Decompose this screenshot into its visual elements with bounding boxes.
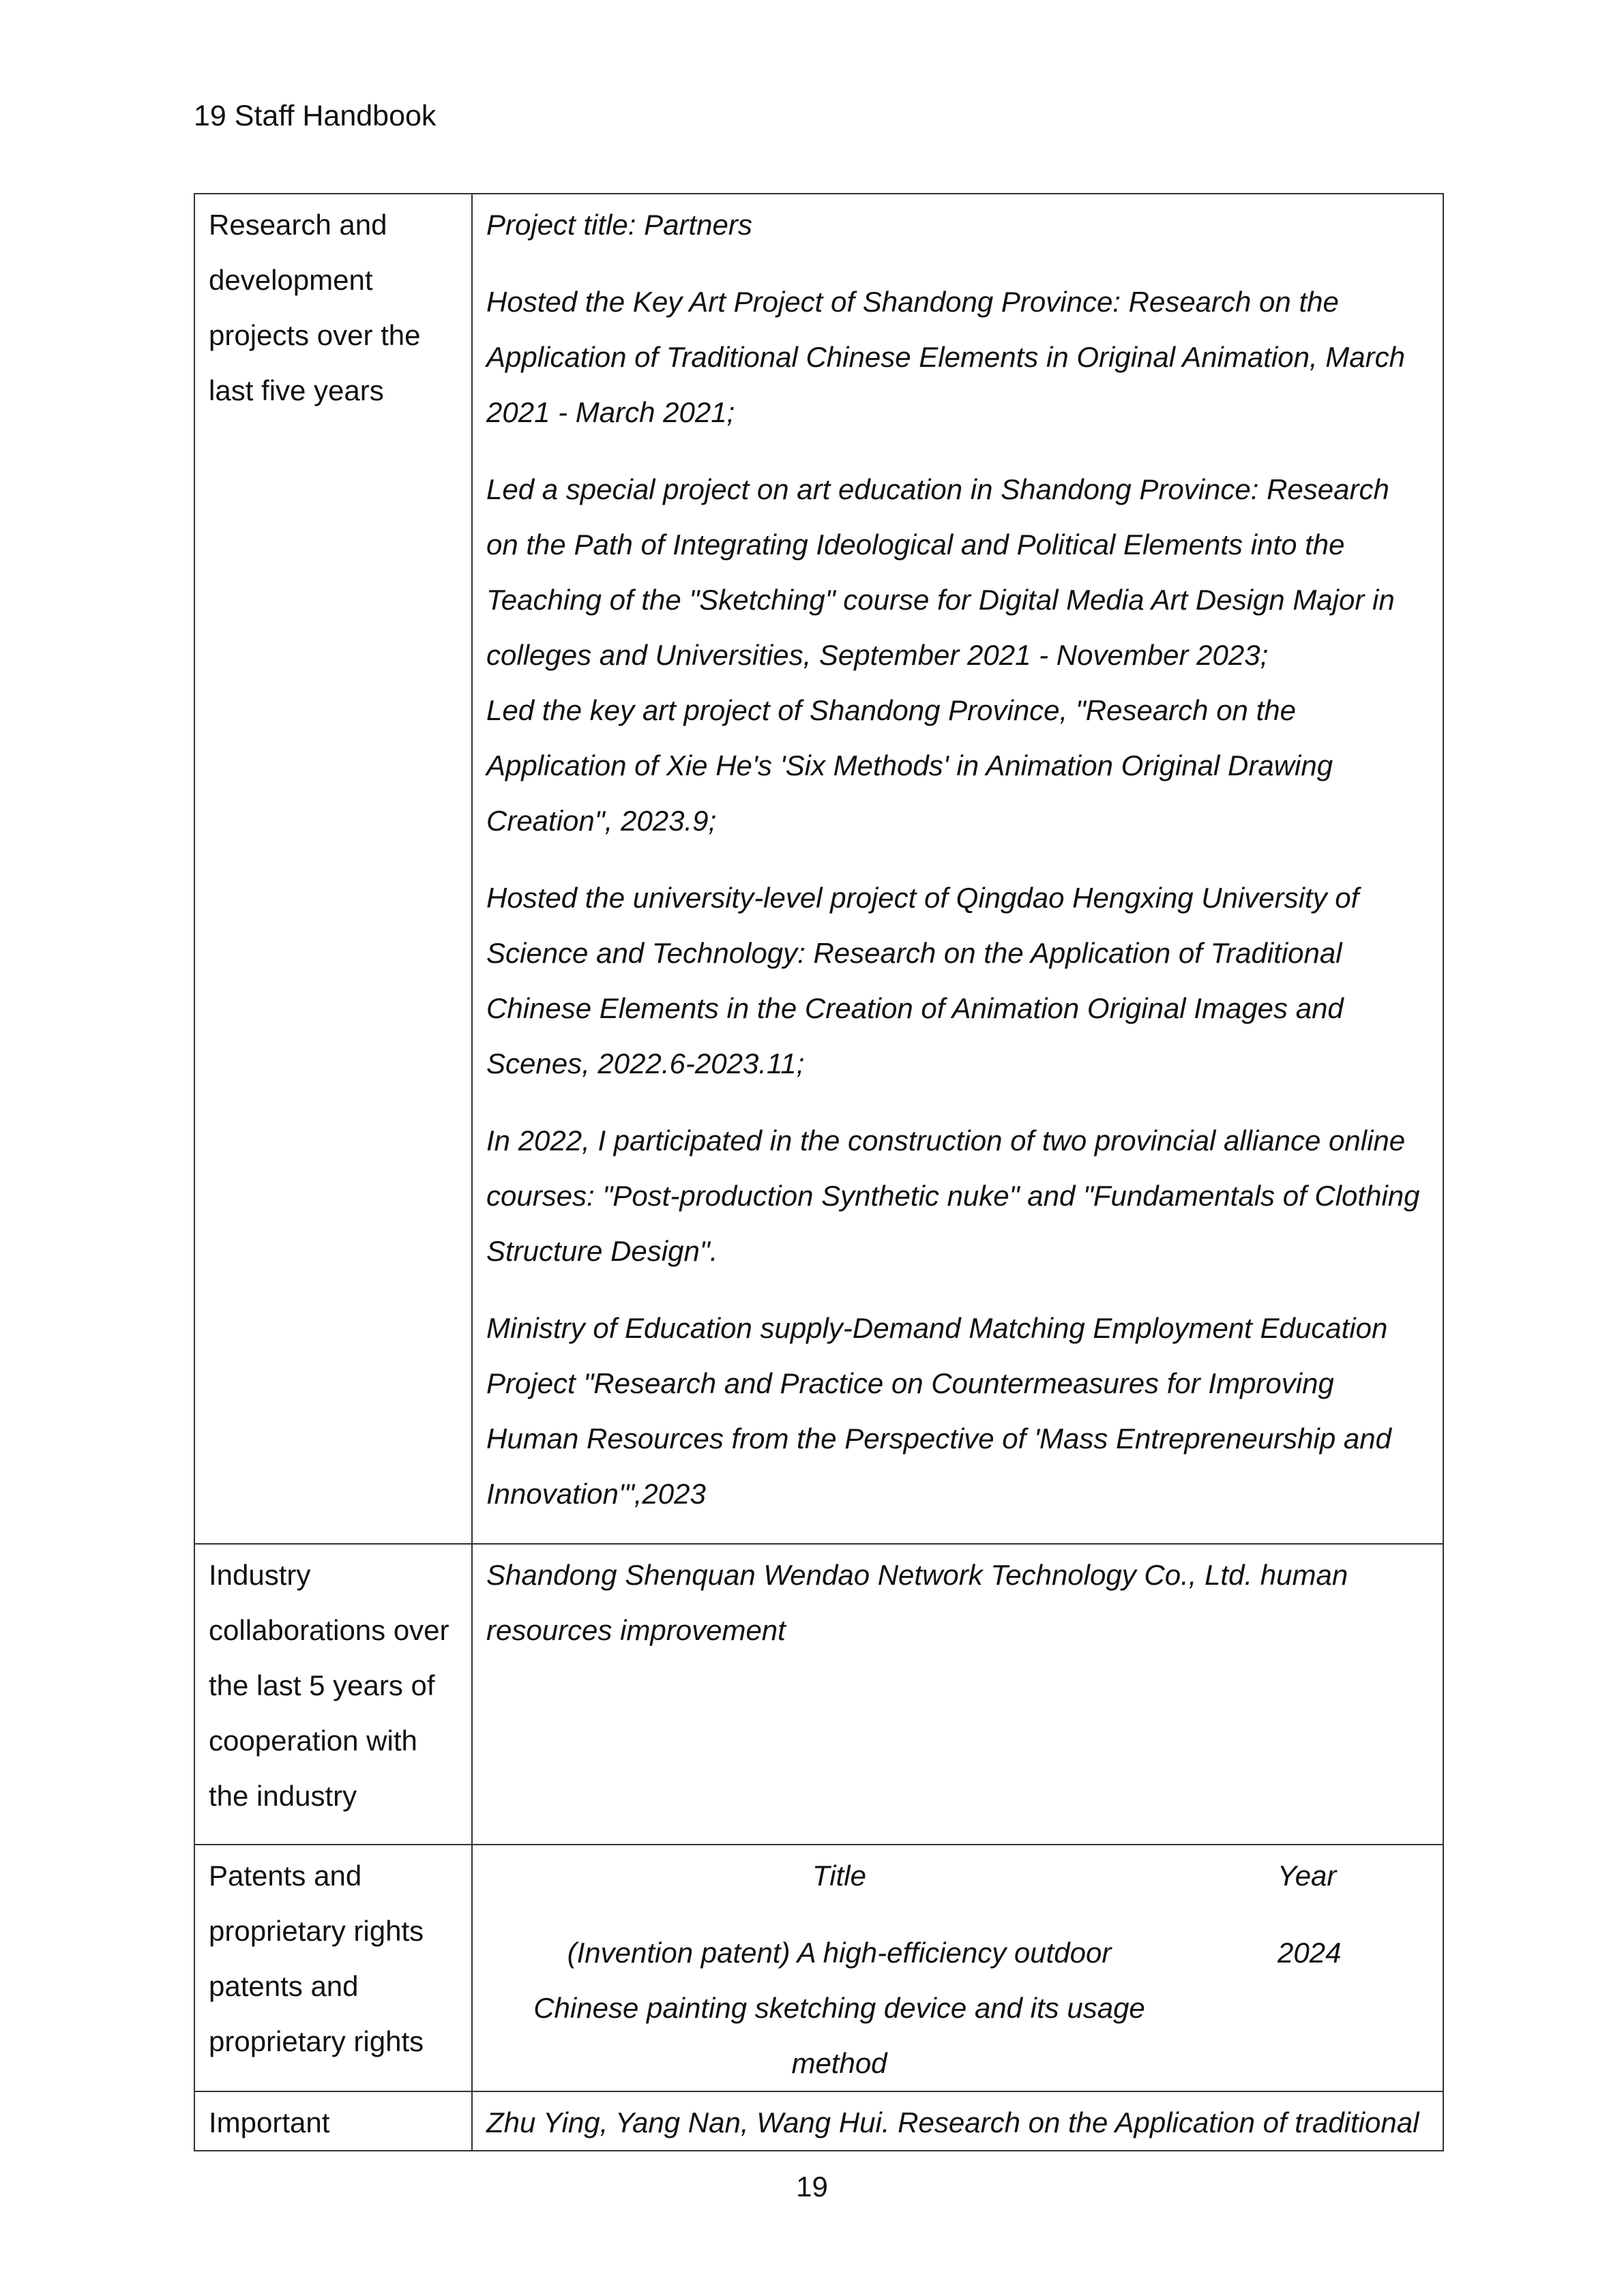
patent-year-header: Year <box>1278 1860 1337 1892</box>
patent-title: (Invention patent) A high-efficiency outdoor Chinese painting sketching device and its usage method <box>533 1937 1145 2079</box>
industry-content: Shandong Shenquan Wendao Network Technology Co., Ltd. human resources improvement <box>472 1544 1443 1845</box>
patents-content <box>472 1845 1443 2091</box>
patents-label: Patents and proprietary rights patents and proprietary rights <box>194 1845 472 2091</box>
page-header: 19 Staff Handbook <box>194 100 437 132</box>
research-row <box>194 194 1443 1544</box>
research-content <box>472 194 1443 1544</box>
important-row <box>194 2091 1443 2151</box>
industry-label: Industry collaborations over the last 5 years of cooperation with the industry <box>194 1544 472 1845</box>
patents-table <box>486 1848 1429 2091</box>
patent-year: 2024 <box>1278 1937 1342 1969</box>
important-label: Important <box>194 2091 472 2151</box>
research-item: Hosted the university-level project of Qingdao Hengxing University of Science and Technology: Research on the Application of Traditional Chinese Elements in the Creation of Animation Original Images and Scenes, 2022.6-2023.11; <box>486 882 1359 1079</box>
research-item: Hosted the Key Art Project of Shandong Province: Research on the Application of Traditional Chinese Elements in Original Animation, March 2021 - March 2021; <box>486 286 1405 428</box>
research-label: Research and development projects over the last five years <box>194 194 472 1544</box>
patents-row <box>194 1845 1443 2091</box>
page-number: 19 <box>796 2171 828 2203</box>
staff-profile-table <box>194 193 1444 2151</box>
industry-row <box>194 1544 1443 1845</box>
research-item: Project title: Partners <box>486 209 752 241</box>
research-item: Led a special project on art education in Shandong Province: Research on the Path of Integrating Ideological and Political Elements into the Teaching of the "Sketching" course for Digital Media Art Design Major in colleges and Universities, September 2021 - November 2023; <box>486 473 1395 671</box>
research-item: Ministry of Education supply-Demand Matching Employment Education Project "Research and Practice on Countermeasures for Improving Human Resources from the Perspective of 'Mass Entrepreneurship and Innovation'",2023 <box>486 1312 1391 1510</box>
patent-title-header: Title <box>812 1860 866 1892</box>
important-content: Zhu Ying, Yang Nan, Wang Hui. Research on the Application of traditional <box>472 2091 1443 2151</box>
research-item: In 2022, I participated in the construction of two provincial alliance online courses: "Post-production Synthetic nuke" and "Fundamentals of Clothing Structure Design". <box>486 1124 1420 1267</box>
research-item: Led the key art project of Shandong Province, "Research on the Application of Xie He's 'Six Methods' in Animation Original Drawing Creation", 2023.9; <box>486 694 1333 837</box>
